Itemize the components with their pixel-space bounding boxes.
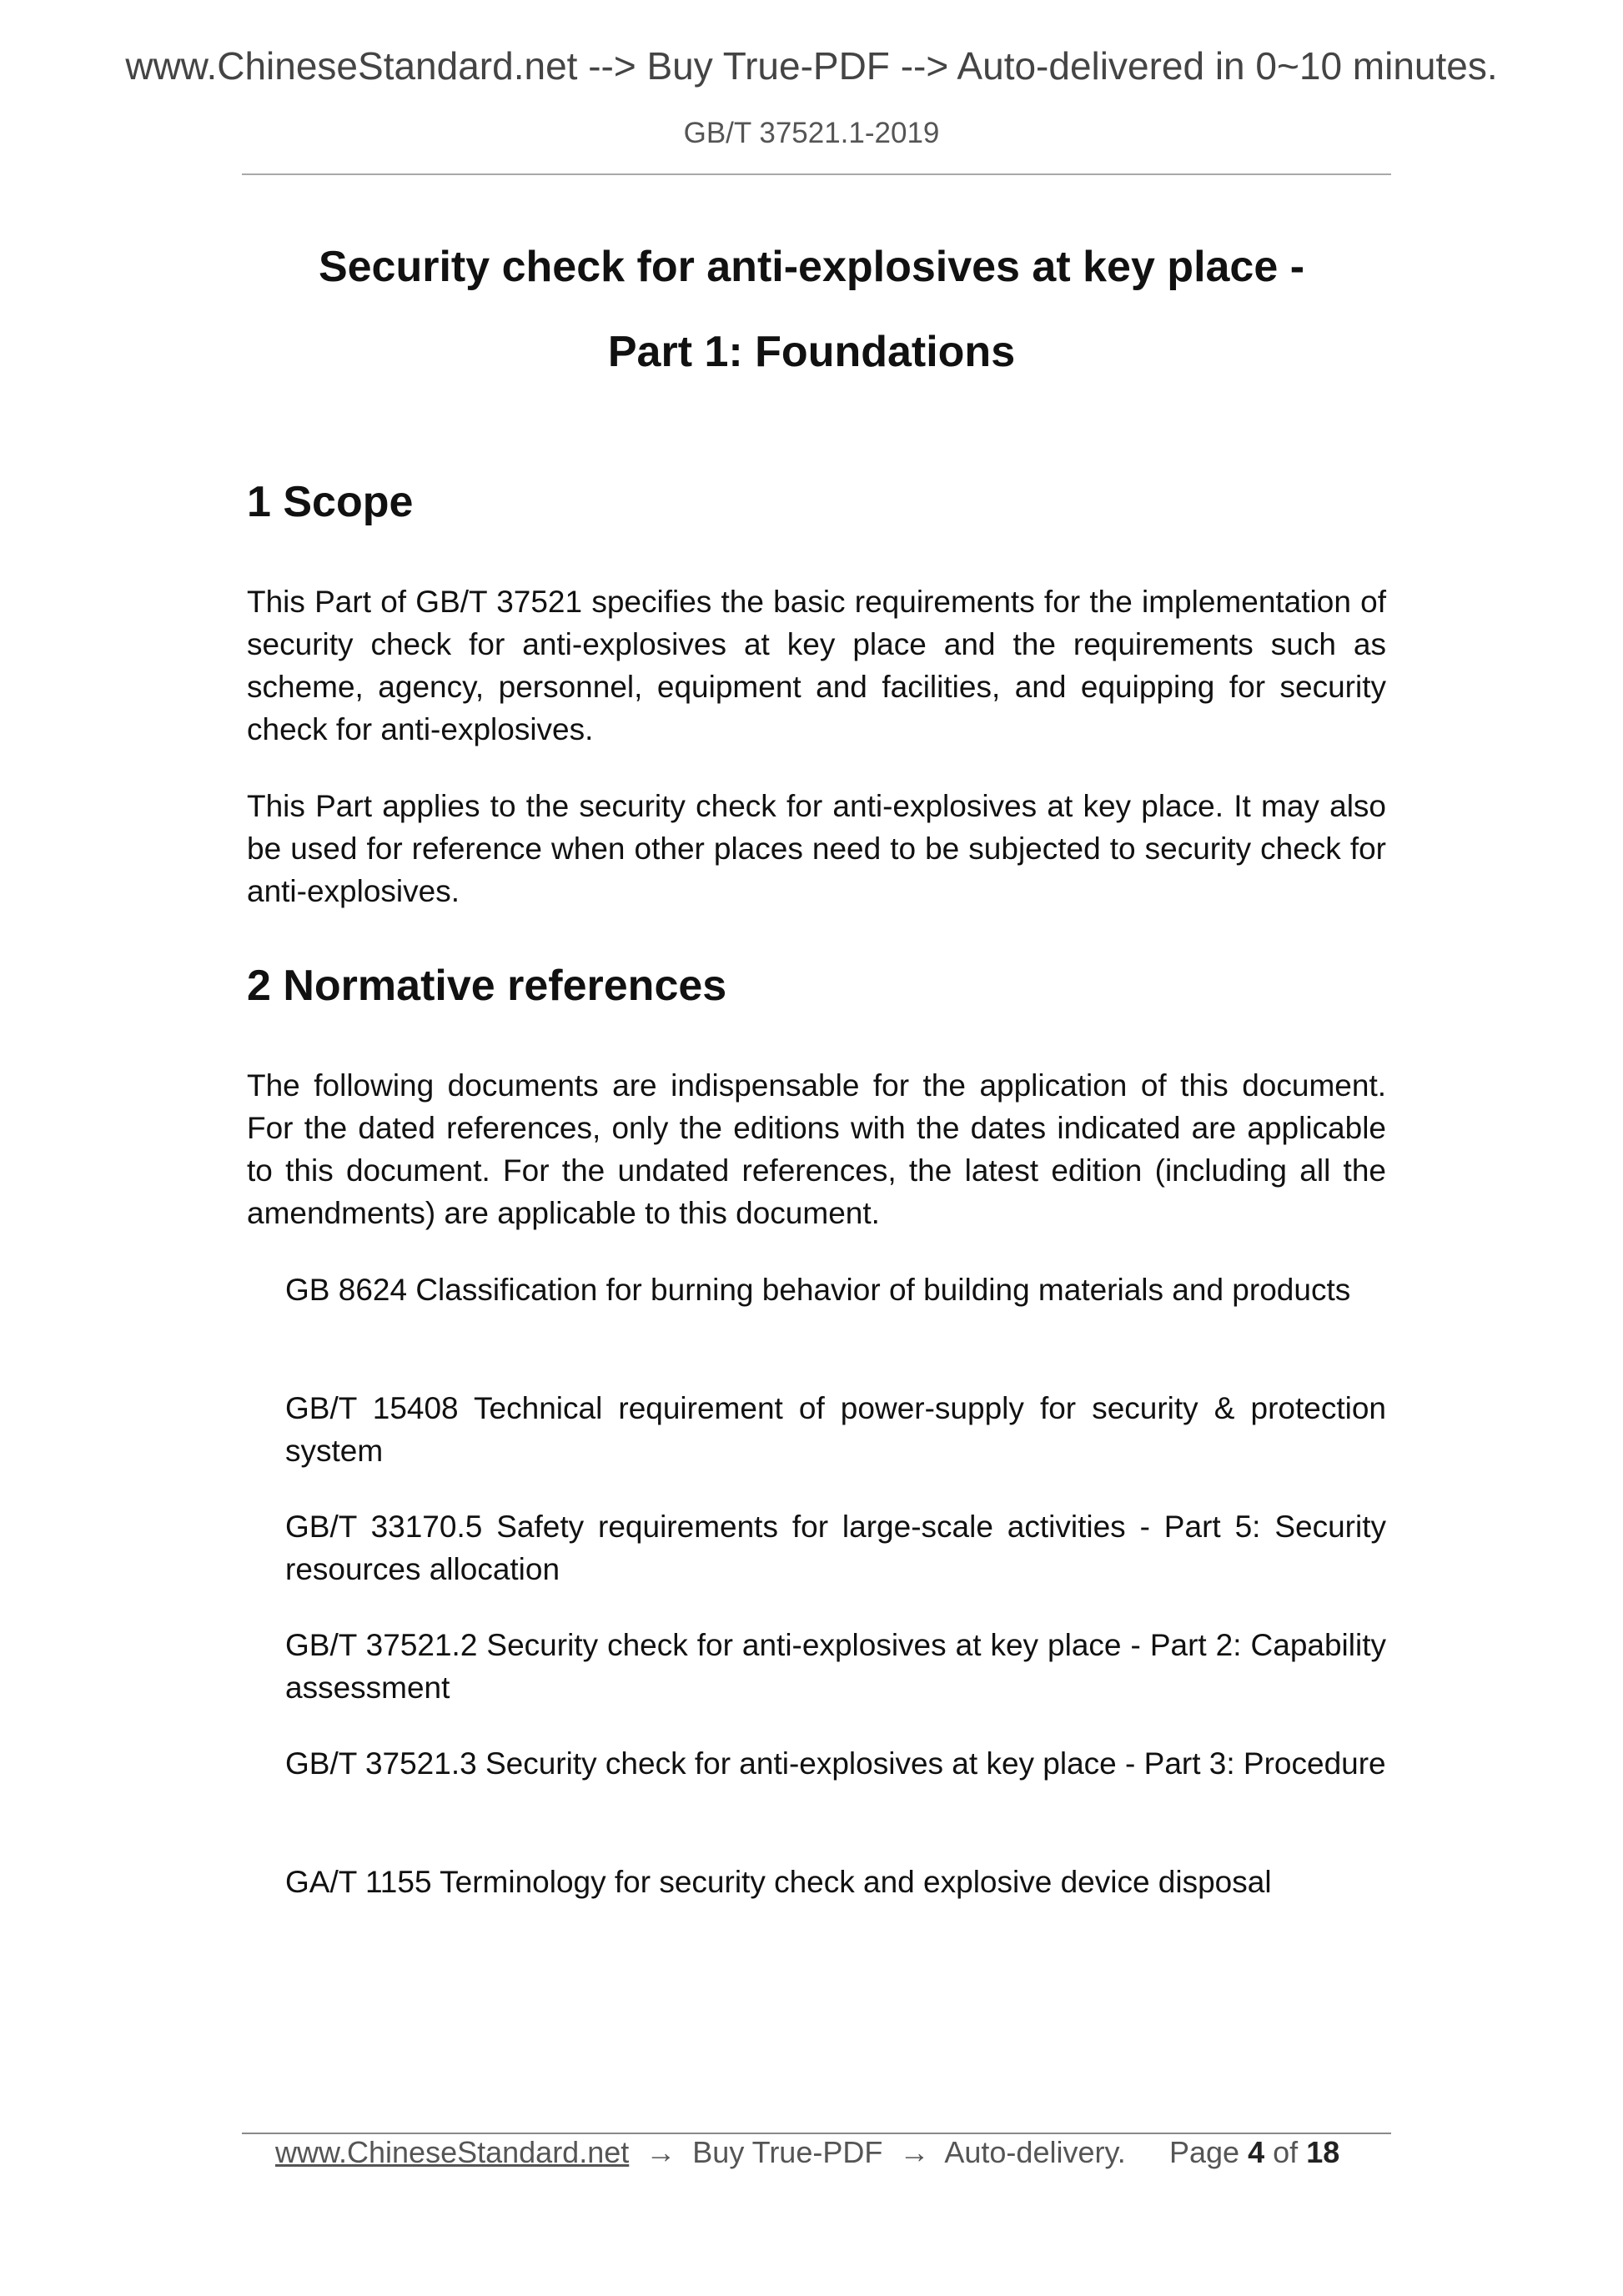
- reference-item: GB/T 33170.5 Safety requirements for large-scale activities - Part 5: Security resources allocation: [285, 1510, 1386, 1586]
- reference-item: GB 8624 Classification for burning behavior of building materials and products: [285, 1273, 1351, 1307]
- document-title-line1: Security check for anti-explosives at key place -: [318, 243, 1305, 291]
- reference-item: GB/T 37521.2 Security check for anti-explosives at key place - Part 2: Capability assessment: [285, 1628, 1386, 1705]
- scope-paragraph: This Part applies to the security check for anti-explosives at key place. It may also be used for reference when other places need to be subjected to security check for anti-explosives.: [247, 789, 1386, 908]
- section-heading-scope: 1 Scope: [247, 478, 414, 526]
- page-number: [1169, 2135, 1339, 2170]
- page-current: 4: [1248, 2135, 1265, 2169]
- footer-site-link[interactable]: www.ChineseStandard.net: [275, 2135, 630, 2169]
- reference-item: GB/T 37521.3 Security check for anti-explosives at key place - Part 3: Procedure: [285, 1746, 1386, 1781]
- scope-paragraph: This Part of GB/T 37521 specifies the basic requirements for the implementation of security check for anti-explosives at key place and the requirements such as scheme, agency, personnel, equipment and facilities, and equipping for security check for anti-explosives.: [247, 585, 1386, 746]
- page-total: 18: [1306, 2135, 1340, 2169]
- arrow-right-icon: →: [899, 2135, 930, 2169]
- document-title-line2: Part 1: Foundations: [607, 328, 1016, 376]
- footer-buy-text: Buy True-PDF: [692, 2135, 883, 2169]
- reference-item: GA/T 1155 Terminology for security check and explosive device disposal: [285, 1865, 1272, 1899]
- page-label: Page: [1169, 2135, 1240, 2169]
- footer-delivery-text: Auto-delivery.: [944, 2135, 1126, 2169]
- header-divider: [242, 173, 1391, 175]
- standard-code: GB/T 37521.1-2019: [683, 117, 940, 149]
- references-intro-paragraph: The following documents are indispensable for the application of this document. For the dated references, only the editions with the dates indicated are applicable to this document. For the undated references, the latest edition (including all the amendments) are applicable to this document.: [247, 1068, 1386, 1230]
- page-of: of: [1273, 2135, 1299, 2169]
- reference-item: GB/T 15408 Technical requirement of power-supply for security & protection system: [285, 1391, 1386, 1468]
- arrow-right-icon: →: [646, 2135, 676, 2169]
- footer-divider: [242, 2133, 1391, 2134]
- section-heading-normative-references: 2 Normative references: [247, 962, 727, 1010]
- footer: [275, 2135, 1126, 2170]
- top-banner: www.ChineseStandard.net --> Buy True-PDF --> Auto-delivered in 0~10 minutes.: [125, 44, 1498, 88]
